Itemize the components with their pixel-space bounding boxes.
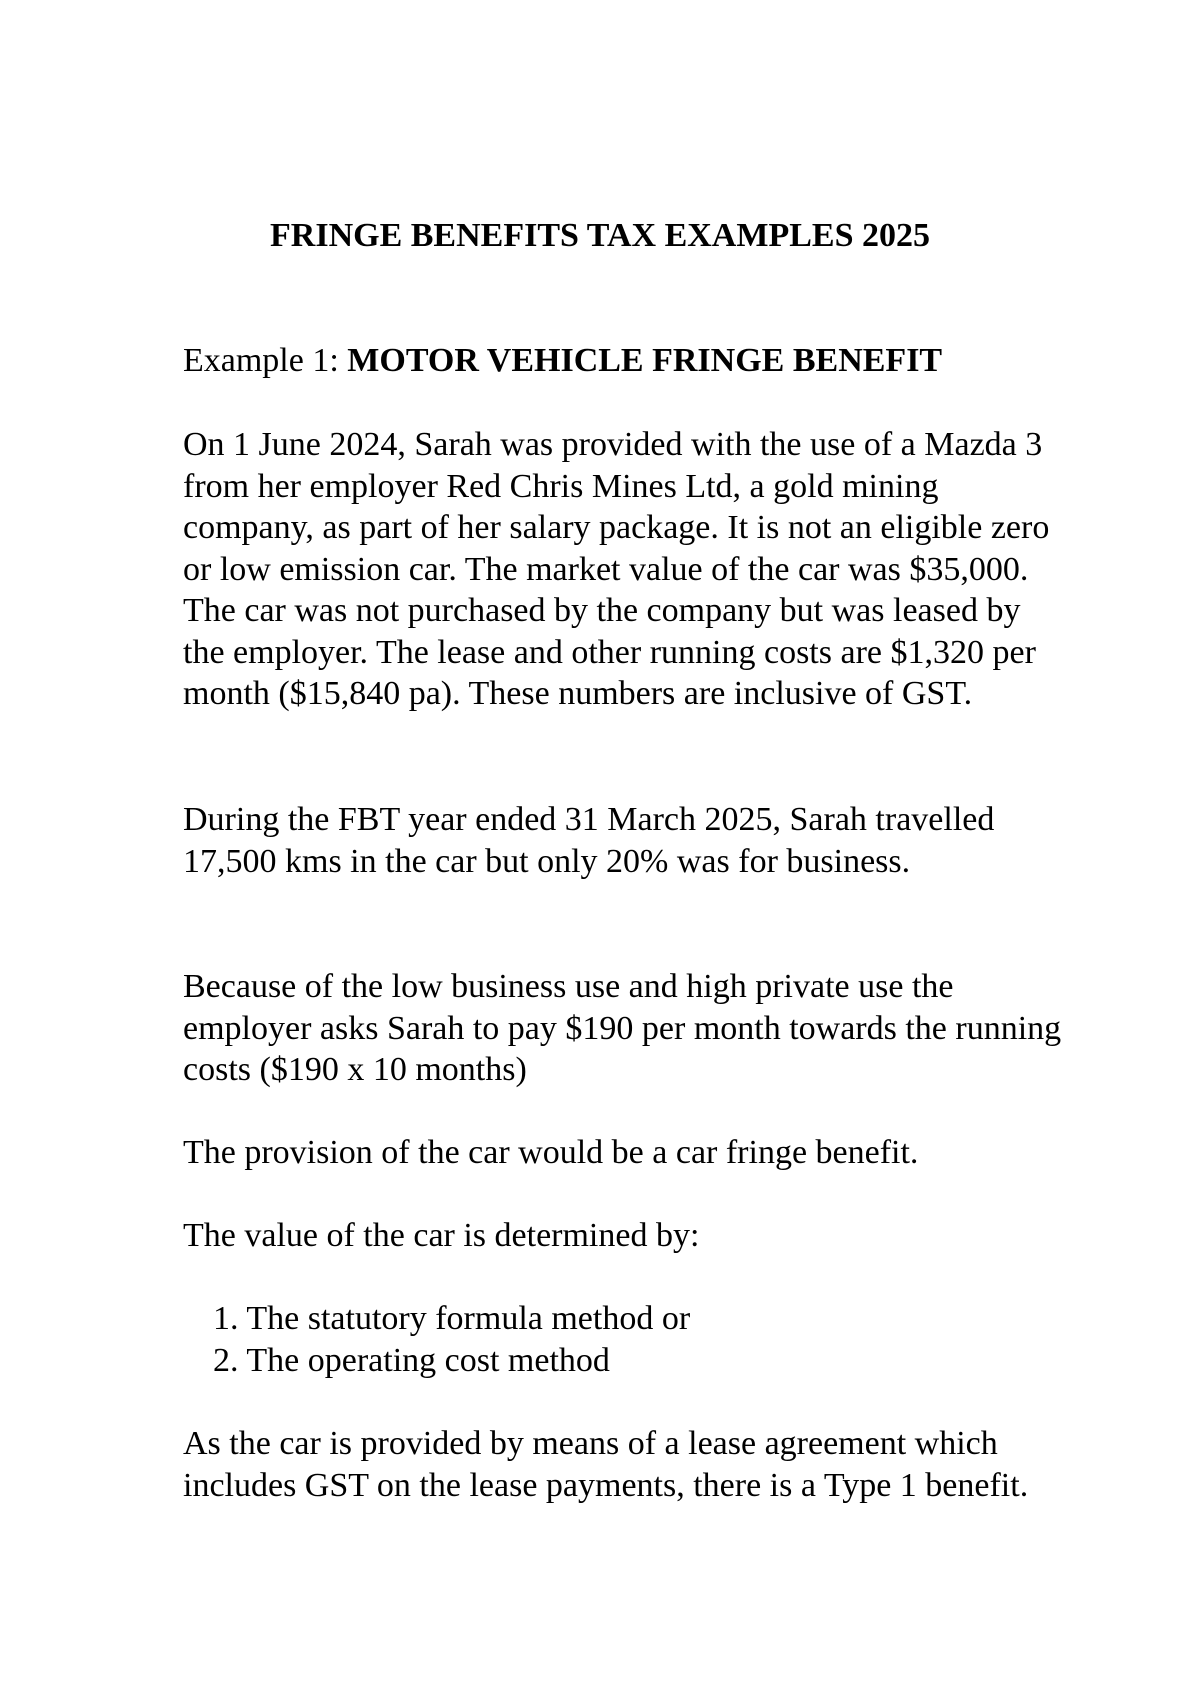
example-heading (183, 340, 1063, 382)
paragraph-valuation-intro: The value of the car is determined by: (183, 1217, 700, 1254)
paragraph-type1-benefit: As the car is provided by means of a lease agreement which includes GST on the lease payments, there is a Type 1 benefit. (183, 1425, 1029, 1504)
example-prefix: Example 1: (183, 342, 348, 379)
list-item: 1. The statutory formula method or (213, 1300, 691, 1337)
document-title: FRINGE BENEFITS TAX EXAMPLES 2025 (270, 217, 930, 254)
example-title: MOTOR VEHICLE FRINGE BENEFIT (347, 342, 943, 379)
list-item: 2. The operating cost method (213, 1341, 610, 1379)
paragraph-car-fringe-benefit: The provision of the car would be a car fringe benefit. (183, 1134, 919, 1171)
paragraph-travel: During the FBT year ended 31 March 2025, Sarah travelled 17,500 kms in the car but only 20% was for business. (183, 801, 995, 880)
paragraph-scenario: On 1 June 2024, Sarah was provided with the use of a Mazda 3 from her employer Red Chris Mines Ltd, a gold mining company, as part of her salary package. It is not an eligible zero or low emission car. The market value of the car was $35,000. The car was not purchased by the company but was leased by the employer. The lease and other running costs are $1,320 per month ($15,840 pa). These numbers are inclusive of GST. (183, 426, 1050, 712)
valuation-methods-list (213, 1298, 690, 1381)
paragraph-employee-contribution: Because of the low business use and high private use the employer asks Sarah to pay $190 per month towards the running costs ($190 x 10 months) (183, 968, 1062, 1088)
